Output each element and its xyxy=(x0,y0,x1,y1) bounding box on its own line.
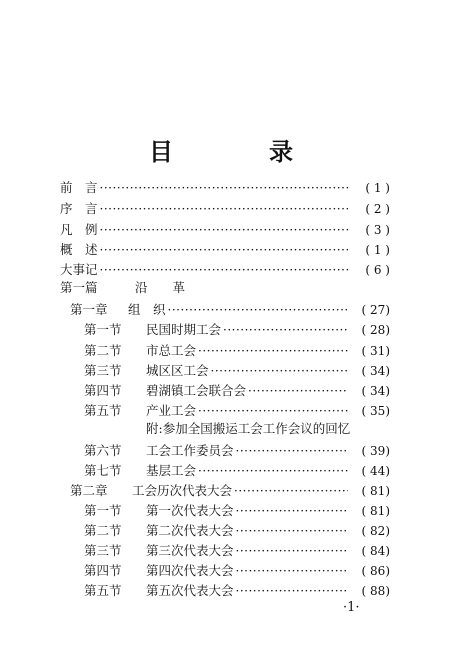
section-number: 第三节 xyxy=(84,363,122,378)
section-number: 第五节 xyxy=(84,403,122,418)
chapter-title: 组 织 xyxy=(128,302,166,317)
leader-dots xyxy=(236,523,348,539)
leader-dots xyxy=(236,583,348,599)
toc-entry-page: ( 1 ) xyxy=(365,181,390,195)
section-page: ( 35) xyxy=(361,404,390,418)
section-number: 第三节 xyxy=(84,543,122,558)
section-number: 第五节 xyxy=(84,583,122,598)
section-number: 第二节 xyxy=(84,343,122,358)
leader-dots xyxy=(236,543,348,559)
toc-entry-label: 序 言 xyxy=(60,201,98,216)
toc-entry xyxy=(60,240,390,258)
leader-dots xyxy=(211,363,348,379)
chapter-number: 第二章 xyxy=(70,483,108,498)
toc-entry xyxy=(60,220,390,238)
part-title: 沿 革 xyxy=(135,280,186,295)
section-page: ( 28) xyxy=(361,323,390,337)
section-title: 城区区工会 xyxy=(146,363,209,378)
section-entry xyxy=(84,320,390,338)
section-title: 碧湖镇工会联合会 xyxy=(146,383,247,398)
section-page: ( 86) xyxy=(361,564,390,578)
chapter-entry xyxy=(70,300,390,318)
leader-dots xyxy=(236,443,348,459)
section-page: ( 34) xyxy=(361,384,390,398)
leader-dots xyxy=(248,383,348,399)
toc-entry-label: 凡 例 xyxy=(60,222,98,237)
leader-dots xyxy=(223,322,348,338)
section-title: 产业工会 xyxy=(146,403,197,418)
leader-dots xyxy=(100,222,348,238)
section-title: 第四次代表大会 xyxy=(146,563,234,578)
section-number: 第一节 xyxy=(84,322,122,337)
section-entry xyxy=(84,341,390,359)
section-entry xyxy=(84,521,390,539)
leader-dots xyxy=(198,343,348,359)
toc-entry-label: 前 言 xyxy=(60,180,98,195)
leader-dots xyxy=(198,463,348,479)
leader-dots xyxy=(100,201,348,217)
toc-entry-label: 概 述 xyxy=(60,242,98,257)
part-number: 第一篇 xyxy=(60,280,98,295)
section-page: ( 84) xyxy=(361,544,390,558)
section-entry xyxy=(84,501,390,519)
section-number: 第二节 xyxy=(84,523,122,538)
section-page: ( 44) xyxy=(361,464,390,478)
leader-dots xyxy=(100,262,348,278)
section-number: 第一节 xyxy=(84,503,122,518)
chapter-page: ( 27) xyxy=(361,303,390,317)
chapter-entry xyxy=(70,481,390,499)
leader-dots xyxy=(236,503,348,519)
toc-entry-label: 大事记 xyxy=(60,262,98,277)
toc-entry xyxy=(60,178,390,196)
toc-entry-page: ( 1 ) xyxy=(365,243,390,257)
section-entry xyxy=(84,401,390,419)
toc-entry-page: ( 2 ) xyxy=(365,202,390,216)
section-entry xyxy=(84,441,390,459)
chapter-page: ( 81) xyxy=(361,484,390,498)
section-page: ( 82) xyxy=(361,524,390,538)
toc-entry-page: ( 3 ) xyxy=(365,223,390,237)
toc-entry xyxy=(60,199,390,217)
section-page: ( 88) xyxy=(361,584,390,598)
section-page: ( 34) xyxy=(361,364,390,378)
appendix-entry xyxy=(146,421,350,439)
section-entry xyxy=(84,461,390,479)
leader-dots xyxy=(168,302,348,318)
section-title: 工会工作委员会 xyxy=(146,443,234,458)
toc-entry-page: ( 6 ) xyxy=(365,263,390,277)
section-title: 第二次代表大会 xyxy=(146,523,234,538)
toc-entry xyxy=(60,260,390,278)
section-entry xyxy=(84,581,390,599)
section-entry xyxy=(84,381,390,399)
leader-dots xyxy=(100,242,348,258)
section-title: 第三次代表大会 xyxy=(146,543,234,558)
section-title: 基层工会 xyxy=(146,463,197,478)
chapter-number: 第一章 xyxy=(70,302,108,317)
section-title: 第一次代表大会 xyxy=(146,503,234,518)
section-title: 民国时期工会 xyxy=(146,322,222,337)
section-page: ( 81) xyxy=(361,504,390,518)
leader-dots xyxy=(234,483,348,499)
part-heading xyxy=(60,280,185,298)
appendix-title: 附:参加全国搬运工会工作会议的回忆 xyxy=(146,421,351,436)
section-page: ( 39) xyxy=(361,444,390,458)
section-title: 市总工会 xyxy=(146,343,197,358)
section-entry xyxy=(84,361,390,379)
section-number: 第七节 xyxy=(84,463,122,478)
section-entry xyxy=(84,541,390,559)
leader-dots xyxy=(198,403,348,419)
page-title: 目 录 xyxy=(149,138,329,166)
chapter-title: 工会历次代表大会 xyxy=(132,483,233,498)
leader-dots xyxy=(100,180,348,196)
section-title: 第五次代表大会 xyxy=(146,583,234,598)
section-page: ( 31) xyxy=(361,344,390,358)
section-number: 第四节 xyxy=(84,383,122,398)
page-number: ·1· xyxy=(343,600,360,615)
section-entry xyxy=(84,561,390,579)
leader-dots xyxy=(236,563,348,579)
section-number: 第六节 xyxy=(84,443,122,458)
section-number: 第四节 xyxy=(84,563,122,578)
